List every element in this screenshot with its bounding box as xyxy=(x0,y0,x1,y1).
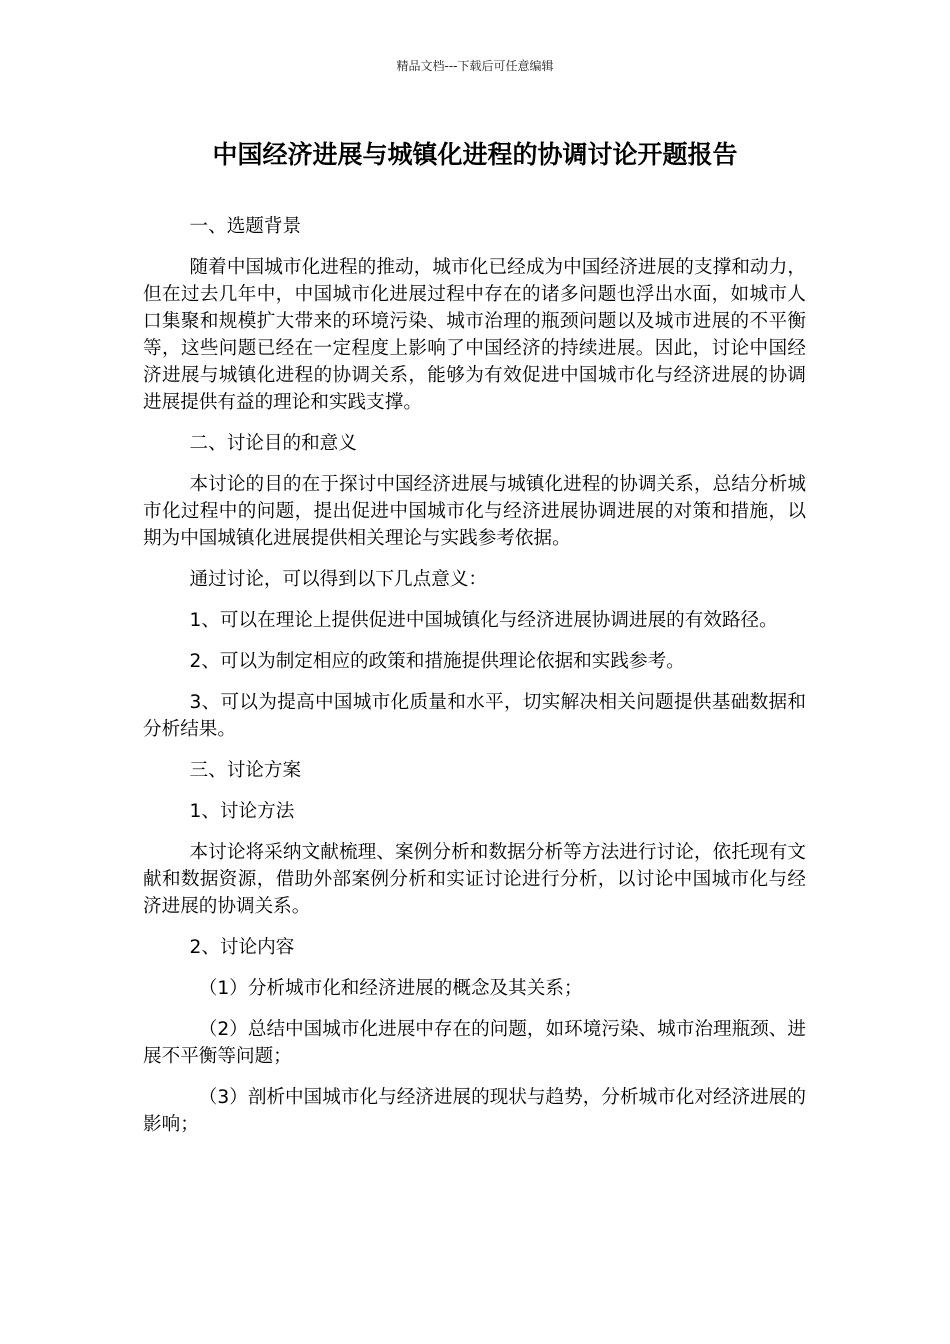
document-title: 中国经济进展与城镇化进程的协调讨论开题报告 xyxy=(212,140,738,169)
document-body xyxy=(143,213,806,1152)
list-item-content-1: （1）分析城市化和经济进展的概念及其关系； xyxy=(198,978,583,999)
paragraph-purpose: 本讨论的目的在于探讨中国经济进展与城镇化进程的协调关系，总结分析城市化过程中的问题，提出促进中国城市化与经济进展协调进展的对策和措施，以期为中国城镇化进展提供相关理论与实践参考依据。 xyxy=(143,474,806,549)
list-item-content-3: （3）剖析中国城市化与经济进展的现状与趋势，分析城市化对经济进展的影响； xyxy=(143,1087,806,1135)
paragraph-background: 随着中国城市化进程的推动，城市化已经成为中国经济进展的支撑和动力，但在过去几年中，中国城市化进展过程中存在的诸多问题也浮出水面，如城市人口集聚和规模扩大带来的环境污染、城市治理的瓶颈问题以及城市进展的不平衡等，这些问题已经在一定程度上影响了中国经济的持续进展。因此，讨论中国经济进展与城镇化进程的协调关系，能够为有效促进中国城市化与经济进展的协调进展提供有益的理论和实践支撑。 xyxy=(143,257,806,413)
list-item-significance-2: 2、可以为制定相应的政策和措施提供理论依据和实践参考。 xyxy=(189,651,685,672)
subheading-content: 2、讨论内容 xyxy=(189,937,295,958)
section-heading-purpose: 二、讨论目的和意义 xyxy=(189,433,357,454)
list-item-content-2: （2）总结中国城市化进展中存在的问题，如环境污染、城市治理瓶颈、进展不平衡等问题； xyxy=(143,1019,806,1067)
paragraph-method: 本讨论将采纳文献梳理、案例分析和数据分析等方法进行讨论，依托现有文献和数据资源，借助外部案例分析和实证讨论进行分析，以讨论中国城市化与经济进展的协调关系。 xyxy=(143,842,806,917)
section-heading-plan: 三、讨论方案 xyxy=(189,760,302,781)
list-item-significance-1: 1、可以在理论上提供促进中国城镇化与经济进展协调进展的有效路径。 xyxy=(189,610,778,631)
list-item-significance-3: 3、可以为提高中国城市化质量和水平，切实解决相关问题提供基础数据和分析结果。 xyxy=(143,692,806,740)
header-note: 精品文档---下载后可任意编辑 xyxy=(396,59,554,73)
section-heading-background: 一、选题背景 xyxy=(189,216,302,237)
paragraph-significance-intro: 通过讨论，可以得到以下几点意义： xyxy=(189,569,488,590)
subheading-method: 1、讨论方法 xyxy=(189,801,295,822)
